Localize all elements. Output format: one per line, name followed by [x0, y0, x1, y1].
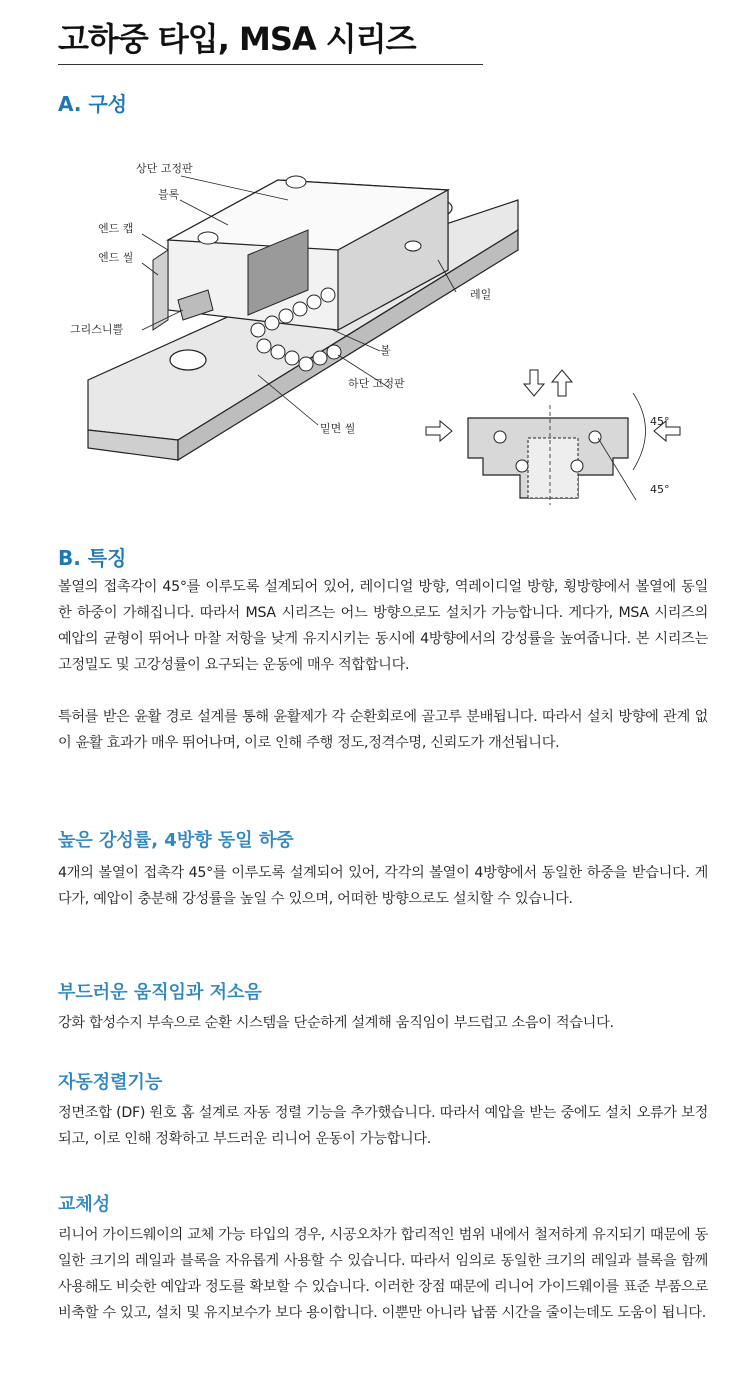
section-a-heading: A. 구성	[58, 92, 128, 116]
section-b-paragraph-1: 볼열의 접촉각이 45°를 이루도록 설계되어 있어, 레이디얼 방향, 역레이디얼 방향, 횡방향에서 볼열에 동일한 하중이 가해집니다. 따라서 MSA 시리즈는 어느 방향으로도 설치가 가능합니다. 게다가, MSA 시리즈의 예압의 균형이 뛰어나 마찰 저항을 낮게 유지시키는 동시에 4방향에서의 강성률을 높여줍니다. 본 시리즈는 고정밀도 및 고강성률이 요구되는 운동에 매우 적합합니다.	[58, 579, 708, 673]
arrow-right-icon	[426, 421, 452, 441]
title-divider	[58, 64, 483, 65]
label-bottom-plate: 하단 고정판	[348, 377, 405, 390]
feature-heading-interchangeable: 교체성	[58, 1194, 111, 1215]
section-b-heading: B. 특징	[58, 546, 127, 570]
label-ball: 볼	[380, 344, 391, 357]
section-b-paragraph-2: 특허를 받은 윤활 경로 설계를 통해 윤활제가 각 순환회로에 골고루 분배됩니다. 따라서 설치 방향에 관계 없이 윤활 효과가 매우 뛰어나며, 이로 인해 주행 정도,정격수명, 신뢰도가 개선됩니다.	[58, 709, 708, 751]
feature-heading-self-align: 자동정렬기능	[58, 1072, 163, 1093]
label-grease-nipple: 그리스니쁠	[70, 323, 124, 336]
cross-section-illustration	[426, 370, 680, 505]
feature-heading-smooth: 부드러운 움직임과 저소음	[58, 982, 262, 1003]
feature-text-rigidity: 4개의 볼열이 접촉각 45°를 이루도록 설계되어 있어, 각각의 볼열이 4방향에서 동일한 하중을 받습니다. 게다가, 예압이 충분해 강성률을 높일 수 있으며, 어떠한 방향으로도 설치할 수 있습니다.	[58, 865, 708, 907]
arrow-down-icon	[524, 370, 544, 396]
label-end-cap: 엔드 캡	[98, 222, 134, 235]
feature-heading-rigidity: 높은 강성률, 4방향 동일 하중	[58, 830, 294, 851]
feature-text-self-align: 정면조합 (DF) 원호 홈 설계로 자동 정렬 기능을 추가했습니다. 따라서 예압을 받는 중에도 설치 오류가 보정되고, 이로 인해 정확하고 부드러운 리니어 운동이 가능합니다.	[58, 1105, 708, 1147]
feature-text-interchangeable: 리니어 가이드웨이의 교체 가능 타입의 경우, 시공오차가 합리적인 범위 내에서 철저하게 유지되기 때문에 동일한 크기의 레일과 블록을 자유롭게 사용할 수 있습니다. 따라서 임의로 동일한 크기의 레일과 블록을 함께 사용해도 비슷한 예압과 정도를 확보할 수 있습니다. 이러한 장점 때문에 리니어 가이드웨이를 표준 부품으로 비축할 수 있고, 설치 및 유지보수가 보다 용이합니다. 이뿐만 아니라 납품 시간을 줄이는데도 도움이 됩니다.	[58, 1227, 708, 1321]
arrow-up-icon	[552, 370, 572, 396]
label-block: 블록	[158, 188, 180, 201]
label-bottom-seal: 밑면 씰	[320, 422, 356, 435]
feature-text-smooth: 강화 합성수지 부속으로 순환 시스템을 단순하게 설계해 움직임이 부드럽고 소음이 적습니다.	[58, 1015, 614, 1031]
label-rail: 레일	[470, 288, 492, 301]
label-angle-bottom: 45°	[650, 483, 670, 496]
guideway-structure-diagram	[58, 140, 708, 520]
label-end-seal: 엔드 씰	[98, 251, 134, 264]
label-angle-top: 45°	[650, 415, 670, 428]
label-top-plate: 상단 고정판	[136, 162, 193, 175]
page-title: 고하중 타입, MSA 시리즈	[58, 20, 416, 58]
